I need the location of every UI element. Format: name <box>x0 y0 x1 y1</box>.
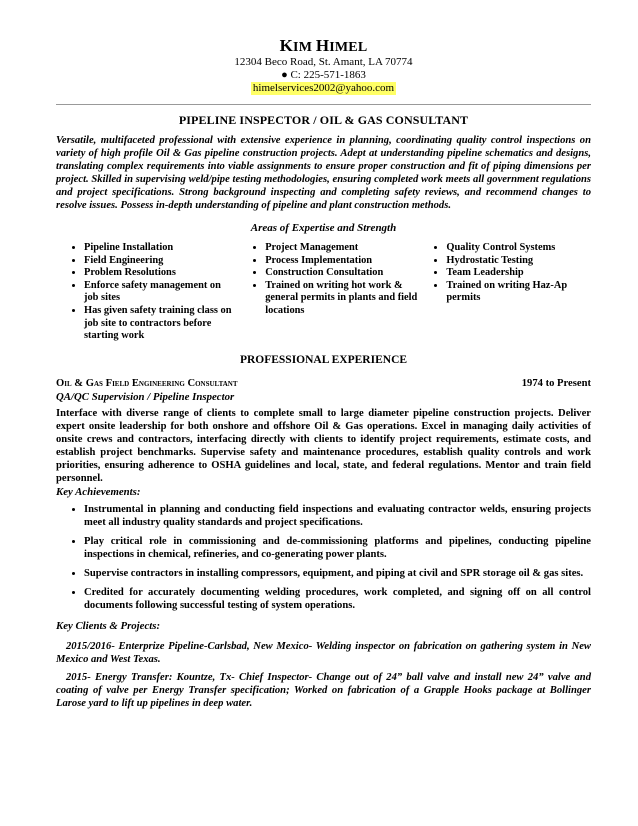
list-item: • Play critical role in commissioning and de-commissioning platforms and pipelines, conducting pipeline inspections in chemical, refineries, and co-generating power plants. <box>84 535 591 561</box>
list-item: • Problem Resolutions <box>84 267 237 280</box>
list-item: • Process Implementation <box>265 255 418 268</box>
job-role: QA/QC Supervision / Pipeline Inspector <box>56 390 235 403</box>
divider <box>56 104 591 105</box>
candidate-name: KIM HIMEL <box>279 36 368 55</box>
list-item: • Team Leadership <box>446 267 591 280</box>
areas-list <box>56 242 591 343</box>
project-item: 2015/2016- Enterprize Pipeline-Carlsbad, New Mexico- Welding inspector on fabrication on gathering system in New Mexico and West Texas. <box>56 640 591 665</box>
list-item: • Has given safety training class on job site to contractors before starting work <box>84 305 237 343</box>
project-item: 2015- Energy Transfer: Kountze, Tx- Chief Inspector- Change out of 24” ball valve and install new 24” valve and coating of valve per Energy Transfer specification; Worked on fabrication of a Grapple Hooks package at Bollinger Larose yard to lift up pipelines in deep water. <box>56 671 591 709</box>
summary: Versatile, multifaceted professional with extensive experience in planning, coordinating quality control inspections on variety of high profile Oil & Gas pipeline construction projects. Adept at understanding pipeline schematics and designs, translating complex requirements into viable assignments to ensure proper construction and fit of piping dimensions per project. Skilled in supervising weld/pipe testing methodologies, ensuring completed work meets all government regulations and project specifications. Strong background inspecting and completing safety reviews, and recommend changes to resolve issues. Possess in-depth understanding of pipeline and plant construction methods. <box>56 135 591 211</box>
list-item: • Credited for accurately documenting welding procedures, work completed, and signing off on all control documents following successful testing of system operations. <box>84 586 591 612</box>
list-item: • Enforce safety management on job sites <box>84 280 237 305</box>
job-dates: 1974 to Present <box>521 377 591 389</box>
list-item: • Project Management <box>265 242 418 255</box>
phone: ● C: 225-571-1863 <box>281 69 366 81</box>
list-item: • Quality Control Systems <box>446 242 591 255</box>
areas-heading: Areas of Expertise and Strength <box>250 222 397 234</box>
list-item: • Trained on writing Haz-Ap permits <box>446 280 591 305</box>
achievements-heading: Key Achievements: <box>56 485 141 498</box>
experience-heading: PROFESSIONAL EXPERIENCE <box>239 353 408 366</box>
clients-heading: Key Clients & Projects: <box>56 619 161 632</box>
list-item: • Pipeline Installation <box>84 242 237 255</box>
job-description: Interface with diverse range of clients to complete small to large diameter pipeline construction projects. Deliver expert onsite leadership for both onshore and offshore Oil & Gas operations. Excel in managing daily activities of onsite crews and contractors, interfacing directly with clients to identify project requirements, estimate costs, and establish project benchmarks. Supervise safety and maintenance procedures, establish quality controls and work priorities, ensuring adherence to OSHA guidelines and local, state, and federal regulations. Mentor and train field personnel. <box>56 407 591 484</box>
job-header <box>56 378 591 389</box>
job-company: Oil & Gas Field Engineering Consultant <box>56 377 238 389</box>
list-item: • Construction Consultation <box>265 267 418 280</box>
list-item: • Hydrostatic Testing <box>446 255 591 268</box>
email-link[interactable]: himelservices2002@yahoo.com <box>252 82 395 94</box>
list-item: • Trained on writing hot work & general permits in plants and field locations <box>265 280 418 318</box>
page-title: PIPELINE INSPECTOR / OIL & GAS CONSULTANT <box>178 113 469 127</box>
resume-page <box>56 36 591 715</box>
list-item: • Supervise contractors in installing compressors, equipment, and piping at civil and SPR storage oil & gas sites. <box>84 567 591 580</box>
achievements-list <box>56 503 591 612</box>
list-item: • Field Engineering <box>84 255 237 268</box>
list-item: • Instrumental in planning and conducting field inspections and evaluating contractor welds, ensuring projects meet all industry quality standards and project specifications. <box>84 503 591 529</box>
address: 12304 Beco Road, St. Amant, LA 70774 <box>234 56 413 68</box>
